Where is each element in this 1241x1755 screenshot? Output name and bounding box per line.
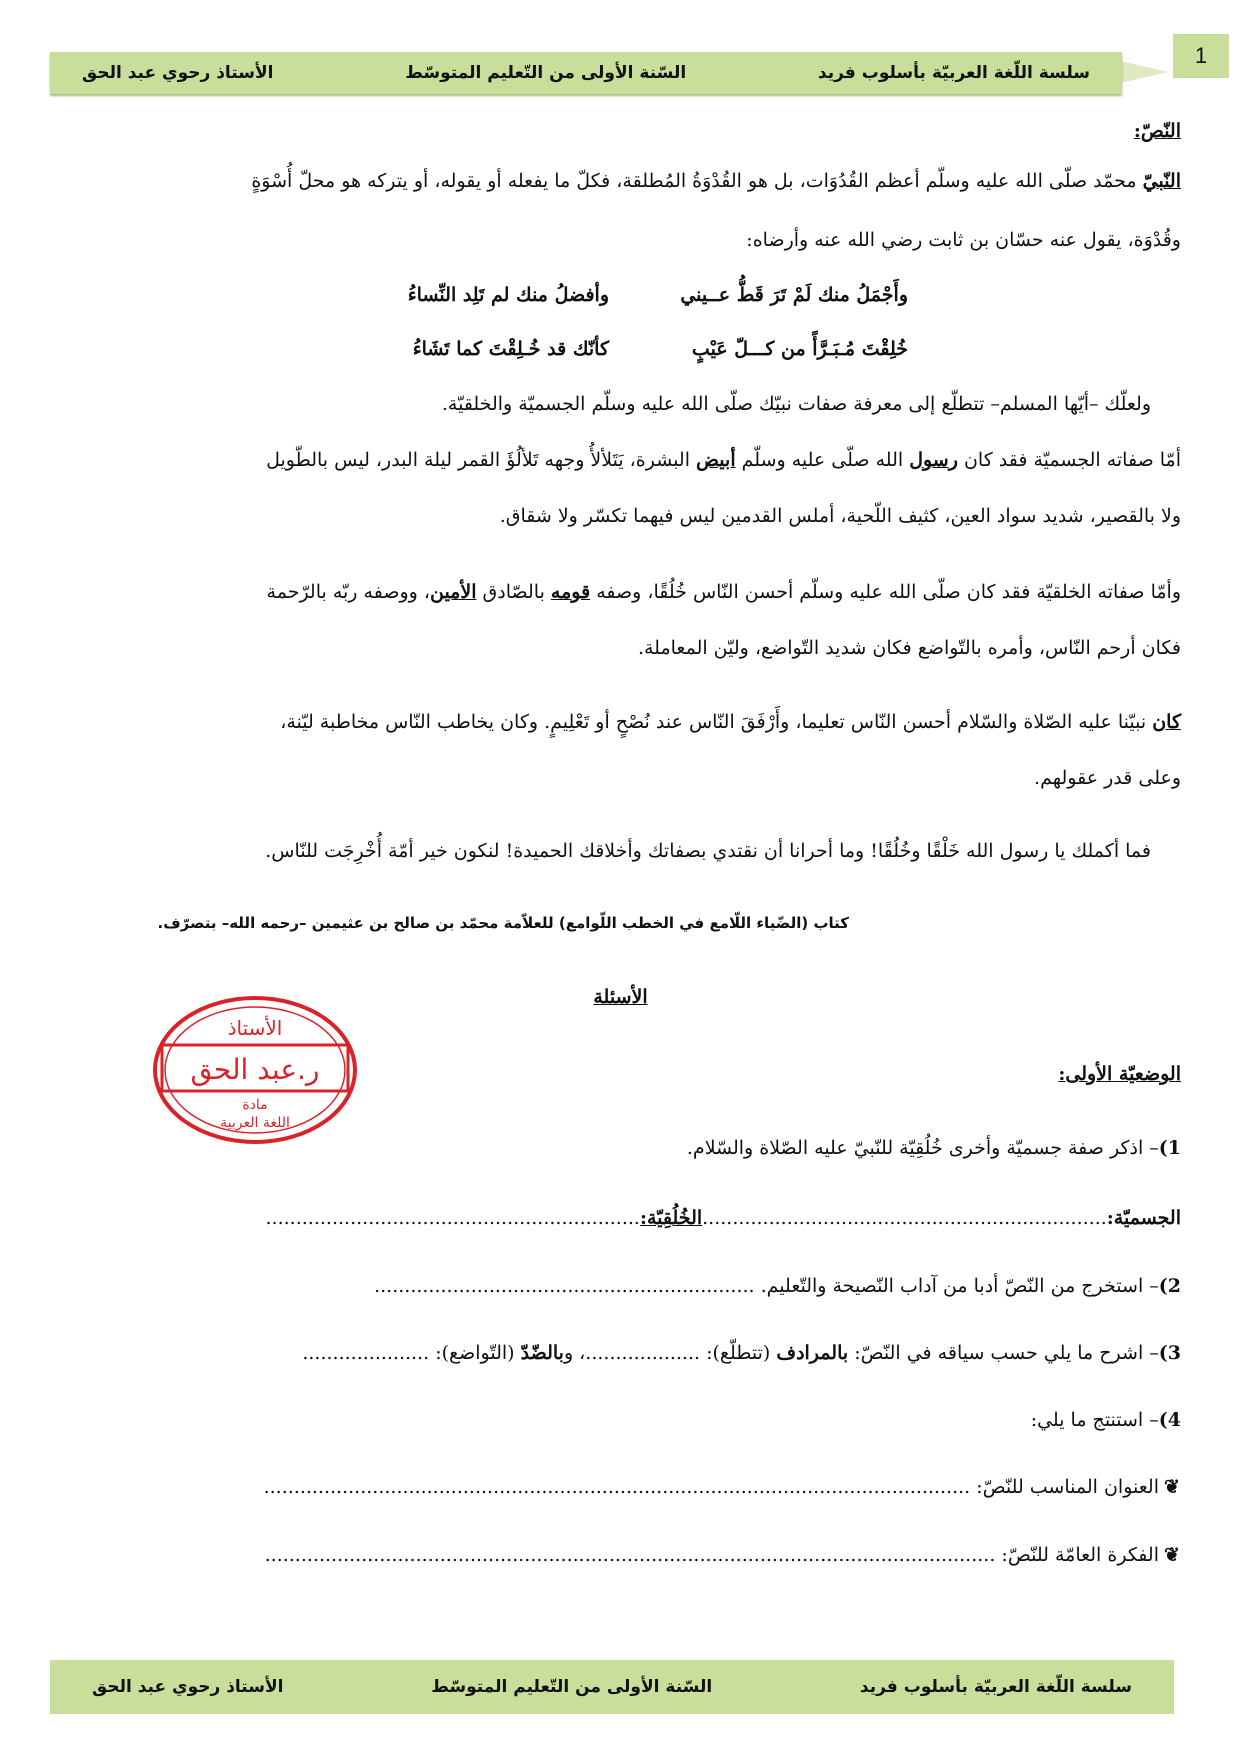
stamp-middle-text: ر.عبد الحق bbox=[190, 1053, 320, 1086]
para4-keyword-qawmih: قومه bbox=[550, 581, 591, 603]
footer-level: السّنة الأولى من التّعليم المتوسّط bbox=[431, 1677, 713, 1697]
q4-item-title bbox=[58, 1476, 1181, 1498]
para3-c: البشرة، يَتَلألأُ وجهه تَلألُؤَ القمر ليلة البدر، ليس بالطّويل bbox=[266, 449, 697, 471]
para4-c: ، ووصفه ربّه بالرّحمة bbox=[266, 581, 430, 603]
q1-answer-blank-2[interactable]: .............................................................. bbox=[265, 1207, 640, 1229]
q4-idea-blank[interactable]: ......................................................................................................................... bbox=[264, 1544, 1002, 1566]
para1-line1-text: محمّد صلّى الله عليه وسلّم أعظم القُدُوَات، بل هو القُدْوَةُ المُطلقة، فكلّ ما يفعله أو يقوله، أو يتركه هو محلّ أُسْوَةٍ bbox=[251, 170, 1143, 192]
questions-heading: الأسئلة bbox=[593, 986, 648, 1008]
para5-line2: وعلى قدر عقولهم. bbox=[1034, 767, 1181, 789]
leaf-bullet-icon: ❦ bbox=[1164, 1476, 1180, 1498]
para1-line2: وقُدْوَة، يقول عنه حسّان بن ثابت رضي الله عنه وأرضاه: bbox=[746, 229, 1181, 251]
question-3 bbox=[58, 1342, 1181, 1364]
q4-item-title-label: العنوان المناسب للنّصّ: bbox=[976, 1476, 1159, 1498]
footer-teacher: الأستاذ رحوي عبد الحق bbox=[92, 1677, 284, 1697]
para4-line1 bbox=[58, 581, 1181, 603]
para4-line2: فكان أرحم النّاس، وأمره بالتّواضع فكان شديد التّواضع، وليّن المعاملة. bbox=[637, 637, 1181, 659]
header-teacher: الأستاذ رحوي عبد الحق bbox=[82, 63, 274, 83]
para1-keyword: النّبيّ bbox=[1142, 170, 1181, 192]
para5-a: نبيّنا عليه الصّلاة والسّلام أحسن النّاس تعليما، وأَرْفَقَ النّاس عند نُصْحٍ أو تَعْلِيمٍ. وكان يخاطب النّاس مخاطبة ليّنة، bbox=[280, 711, 1153, 733]
para1-line1 bbox=[58, 170, 1181, 192]
q4-text: – استنتج ما يلي: bbox=[1030, 1409, 1159, 1431]
para3-b: الله صلّى عليه وسلّم bbox=[735, 449, 910, 471]
footer-series: سلسة اللّغة العربيّة بأسلوب فريد bbox=[859, 1677, 1132, 1697]
q1-answer-line bbox=[58, 1207, 1181, 1229]
verse1-right: وأَجْمَلُ منك لَمْ تَرَ قَطُّ عــيني bbox=[680, 284, 908, 306]
para4-a: وأمّا صفاته الخلقيّة فقد كان صلّى الله عليه وسلّم أحسن النّاس خُلُقًا، وصفه bbox=[590, 581, 1181, 603]
para3-a: أمّا صفاته الجسميّة فقد كان bbox=[957, 449, 1181, 471]
q4-item-idea-label: الفكرة العامّة للنّصّ: bbox=[1001, 1544, 1159, 1566]
q2-answer-blank[interactable]: ............................................................... bbox=[374, 1275, 761, 1297]
q3-a: – اشرح ما يلي حسب سياقه في النّصّ: bbox=[848, 1342, 1159, 1364]
situation-heading: الوضعيّة الأولى: bbox=[1058, 1063, 1181, 1085]
para5-line1 bbox=[58, 711, 1181, 733]
para3-keyword-rasool: رسول bbox=[909, 449, 958, 471]
question-2 bbox=[58, 1275, 1181, 1297]
source-citation: كتاب (الضّياء اللّامع في الخطب اللّوامع) للعلاّمة محمّد بن صالح بن عثيمين –رحمه الله– بتصرّف. bbox=[157, 914, 849, 932]
header-level: السّنة الأولى من التّعليم المتوسّط bbox=[405, 63, 687, 83]
para6: فما أكملك يا رسول الله خَلْقًا وخُلُقًا! وما أحرانا أن نقتدي بصفاتك وأخلاقك الحميدة! لنكون خير أمّة أُخْرِجَت للنّاس. bbox=[265, 840, 1151, 862]
para2: ولعلّك –أيّها المسلم– تتطلّع إلى معرفة صفات نبيّك صلّى الله عليه وسلّم الجسميّة والخلقيّة. bbox=[441, 393, 1151, 415]
q3-number: 3) bbox=[1158, 1342, 1181, 1364]
q1-number: 1) bbox=[1158, 1137, 1181, 1159]
para4-keyword-amin: الأمين bbox=[429, 581, 477, 603]
q2-number: 2) bbox=[1158, 1275, 1181, 1297]
verse1-left: وأفضلُ منك لم تَلِد النِّساءُ bbox=[407, 284, 609, 306]
question-1 bbox=[58, 1137, 1181, 1159]
header-banner-notch bbox=[1116, 60, 1168, 84]
footer-banner bbox=[50, 1660, 1174, 1714]
verse2-right: خُلِقْتَ مُـبَـرَّأً من كـــلّ عَيْبٍ bbox=[691, 338, 908, 360]
stamp-bottom2-text: اللغة العربية bbox=[220, 1115, 290, 1131]
stamp-bottom1-text: مادة bbox=[242, 1097, 268, 1113]
q3-antonym-label: بالضّدّ bbox=[520, 1342, 564, 1364]
text-heading: النّصّ: bbox=[1133, 120, 1181, 142]
q3-synonym-label: بالمرادف bbox=[776, 1342, 849, 1364]
para3-line2: ولا بالقصير، شديد سواد العين، كثيف اللّحية، أملس القدمين ليس فيهما تكسّر ولا شقاق. bbox=[499, 505, 1181, 527]
q1-answer-blank-1[interactable]: ................................................................... bbox=[702, 1207, 1107, 1229]
stamp-top-text: الأستاذ bbox=[227, 1016, 283, 1040]
para3-keyword-abyad: أبيض bbox=[696, 449, 736, 471]
q3-c[interactable]: (التّواضع): ..................... bbox=[302, 1342, 521, 1364]
leaf-bullet-icon: ❦ bbox=[1164, 1544, 1180, 1566]
q1-label-physical: الجسميّة: bbox=[1106, 1207, 1181, 1229]
q4-number: 4) bbox=[1158, 1409, 1181, 1431]
para3-line1 bbox=[58, 449, 1181, 471]
q1-label-moral: الخُلُقِيّة: bbox=[639, 1207, 703, 1229]
question-4 bbox=[58, 1409, 1181, 1431]
q1-text: – اذكر صفة جسميّة وأخرى خُلُقِيّة للنّبيّ عليه الصّلاة والسّلام. bbox=[686, 1137, 1159, 1159]
para5-keyword-kan: كان bbox=[1152, 711, 1181, 733]
header-series: سلسة اللّغة العربيّة بأسلوب فريد bbox=[817, 63, 1090, 83]
q3-b[interactable]: (تتطلّع): ...................، و bbox=[563, 1342, 777, 1364]
q4-title-blank[interactable]: ..................................................................................................................... bbox=[263, 1476, 977, 1498]
header-banner bbox=[50, 52, 1122, 94]
q2-text: – استخرج من النّصّ أدبا من آداب النّصيحة والتّعليم. bbox=[760, 1275, 1159, 1297]
verse2-left: كأنّك قد خُـلِقْتَ كما تَشَاءُ bbox=[412, 338, 609, 360]
para4-b: بالصّادق bbox=[476, 581, 551, 603]
page-number: 1 bbox=[1173, 34, 1229, 78]
q4-item-idea bbox=[58, 1544, 1181, 1566]
